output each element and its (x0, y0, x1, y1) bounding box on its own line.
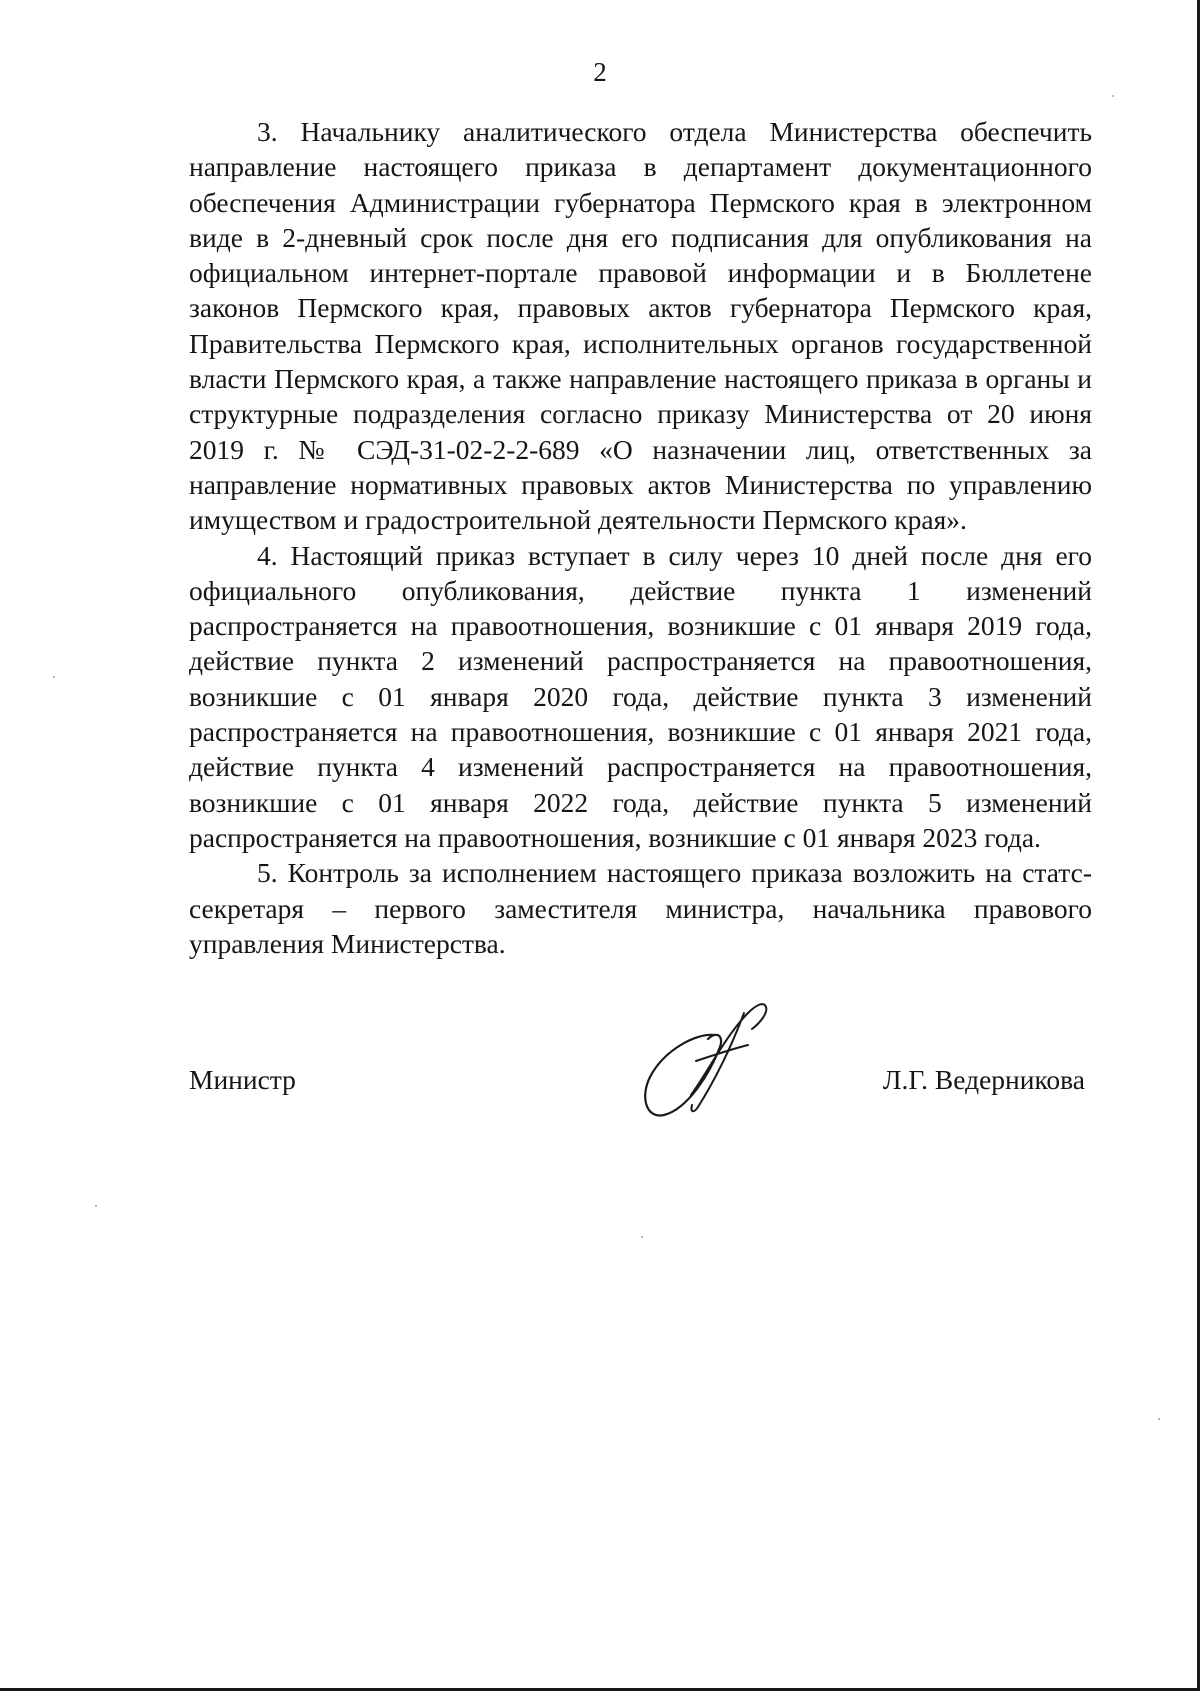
scan-speck (1112, 95, 1114, 97)
scan-speck (95, 1205, 97, 1207)
scan-speck (53, 676, 55, 678)
paragraph-4: 4. Настоящий приказ вступает в силу через 10 дней после дня его официального опубликования, действие пункта 1 изменений распространяется на правоотношения, возникшие с 01 января 2019 года, действие пункта 2 изменений распространяется на правоотношения, возникшие с 01 января 2020 года, действие пункта 3 изменений распространяется на правоотношения, возникшие с 01 января 2021 года, действие пункта 4 изменений распространяется на правоотношения, возникшие с 01 января 2022 года, действие пункта 5 изменений распространяется на правоотношения, возникшие с 01 января 2023 года. (189, 539, 1092, 853)
scan-speck (1158, 1418, 1160, 1420)
signature-block (0, 1062, 1200, 1102)
handwritten-signature (636, 995, 786, 1130)
page-number: 2 (593, 57, 607, 87)
paragraph-3: 3. Начальнику аналитического отдела Министерства обеспечить направление настоящего приказа в департамент документационного обеспечения Администрации губернатора Пермского края в электронном виде в 2-дневный срок после дня его подписания для опубликования на официальном интернет-портале правовой информации и в Бюллетене законов Пермского края, правовых актов губернатора Пермского края, Правительства Пермского края, исполнительных органов государственной власти Пермского края, а также направление настоящего приказа в органы и структурные подразделения согласно приказу Министерства от 20 июня 2019 г. № СЭД-31-02-2-2-689 «О назначении лиц, ответственных за направление нормативных правовых актов Министерства по управлению имуществом и градостроительной деятельности Пермского края». (189, 116, 1092, 536)
paragraph-5: 5. Контроль за исполнением настоящего приказа возложить на статс-секретаря – первого заместителя министра, начальника правового управления Министерства. (189, 857, 1092, 959)
document-body (189, 114, 1092, 961)
scan-speck (641, 1236, 643, 1238)
signatory-name: Л.Г. Ведерникова (882, 1064, 1085, 1095)
signatory-title: Министр (189, 1064, 296, 1095)
